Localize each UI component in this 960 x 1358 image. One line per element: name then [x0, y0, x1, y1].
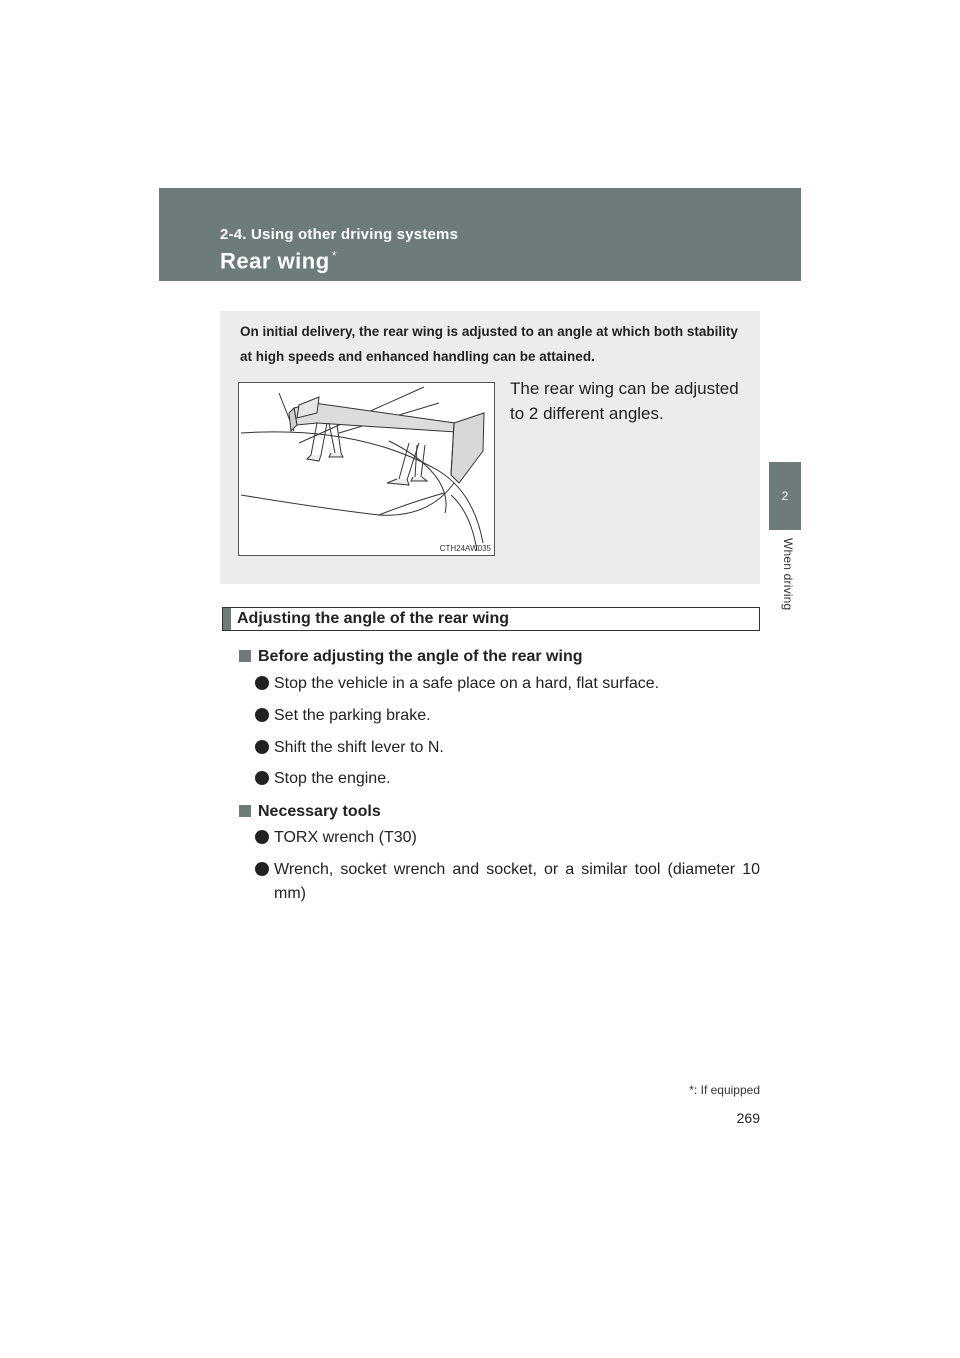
chapter-number: 2 — [781, 489, 789, 503]
bullet-icon — [255, 676, 269, 690]
figure-code: CTH24AW035 — [439, 544, 491, 553]
page-number: 269 — [736, 1110, 760, 1126]
section-label: 2-4. Using other driving systems — [220, 226, 459, 243]
list-item — [255, 704, 755, 728]
figure-caption: The rear wing can be adjusted to 2 different angles. — [510, 379, 739, 423]
bullet-icon — [255, 708, 269, 722]
list-item-text: Wrench, socket wrench and socket, or a similar tool (diameter 10 mm) — [274, 861, 760, 902]
list-item — [255, 826, 755, 850]
list-item-text: Stop the engine. — [274, 770, 391, 787]
title-asterisk: * — [331, 248, 338, 263]
page-title — [220, 248, 337, 274]
group-heading-text: Necessary tools — [258, 803, 381, 820]
group-heading — [239, 803, 381, 821]
group-heading — [239, 648, 582, 666]
page-title-text: Rear wing — [220, 248, 330, 274]
section-heading-text: Adjusting the angle of the rear wing — [237, 610, 510, 627]
list-item-text: Set the parking brake. — [274, 707, 431, 724]
list-item-text: TORX wrench (T30) — [274, 829, 417, 846]
list-item — [255, 767, 755, 791]
list-item — [255, 858, 760, 906]
chapter-label: When driving — [781, 538, 795, 611]
group-heading-text: Before adjusting the angle of the rear wing — [258, 648, 583, 665]
list-item — [255, 672, 755, 696]
bullet-icon — [255, 862, 269, 876]
rear-wing-illustration — [239, 383, 494, 555]
square-bullet-icon — [239, 650, 251, 662]
square-bullet-icon — [239, 805, 251, 817]
list-item-text: Stop the vehicle in a safe place on a hard, flat surface. — [274, 675, 660, 692]
bullet-icon — [255, 740, 269, 754]
intro-text: On initial delivery, the rear wing is adjusted to an angle at which both stability at high speeds and enhanced handling can be attained. — [240, 324, 738, 364]
bullet-icon — [255, 830, 269, 844]
section-heading — [222, 607, 760, 631]
rear-wing-figure — [238, 382, 495, 556]
bullet-icon — [255, 771, 269, 785]
footnote: *: If equipped — [689, 1083, 760, 1097]
section-heading-bar — [223, 608, 231, 630]
list-item — [255, 736, 755, 760]
list-item-text: Shift the shift lever to N. — [274, 739, 444, 756]
